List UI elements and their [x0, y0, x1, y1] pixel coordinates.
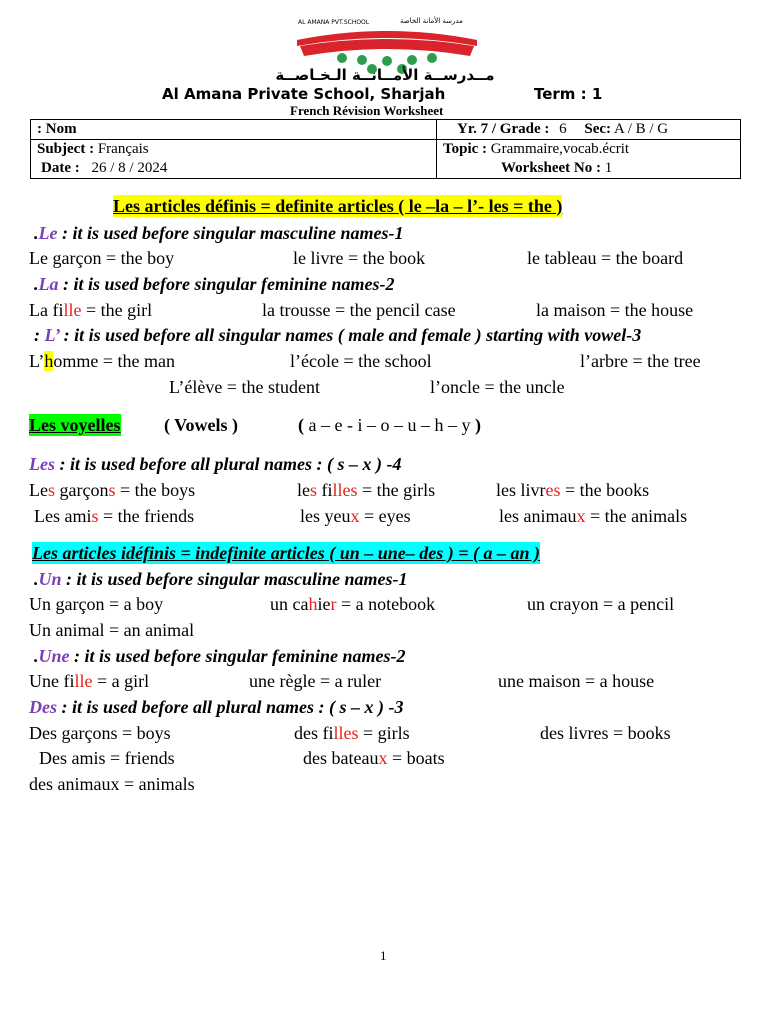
des-ex2-b: lles [333, 723, 359, 743]
sec-value: A / B / G [613, 121, 669, 137]
les-ex2-e: = the girls [357, 480, 436, 500]
topic-label: Topic : [443, 141, 488, 157]
l-num: -3 [626, 325, 642, 345]
les-ex2-a: le [297, 480, 310, 500]
les-word: Les [29, 454, 55, 474]
des-ex2-c: = girls [358, 723, 410, 743]
la-ex1-highlight: lle [63, 300, 82, 320]
vowels-label: ( Vowels ) [164, 415, 239, 435]
logo-text-en: AL AMANA PVT.SCHOOL [298, 19, 370, 26]
les-ex2-d: lles [332, 480, 358, 500]
la-rule-line: .La : it is used before singular feminine names-2 [34, 274, 395, 294]
les-ex2-c: fi [317, 480, 333, 500]
indefinite-title: Les articles idéfinis = indefinite articles ( un – une– des ) = ( a – an ) [32, 543, 540, 563]
grade-cell [437, 120, 741, 140]
l-rule: : it is used before all singular names ( male and female ) starting with vowel [59, 325, 627, 345]
les-rule-line [29, 453, 402, 475]
vowels-close: ) [470, 415, 481, 435]
des-word: Des [29, 697, 57, 717]
vowels-list-line [298, 414, 481, 436]
le-num: -1 [388, 223, 404, 243]
une-ex1-a: Une fi [29, 671, 75, 691]
un-ex2-b: h [308, 594, 318, 614]
subject-value: Français [97, 141, 149, 157]
une-example-3: une maison = a house [498, 671, 655, 691]
les-ex1-a: Le [29, 480, 48, 500]
les-ex1-d: s [108, 480, 116, 500]
l-example-4: L’élève = the student [169, 377, 320, 397]
le-example-1: Le garçon = the boy [29, 248, 175, 268]
un-example-4: Un animal = an animal [29, 620, 195, 640]
les-ex4-c: = the friends [98, 506, 195, 526]
page-number: 1 [380, 948, 387, 963]
vowels-open: ( [298, 415, 309, 435]
les-ex4-b: s [91, 506, 99, 526]
l-example-1 [29, 350, 175, 372]
les-example-4 [34, 505, 194, 527]
une-word: Une [38, 646, 70, 666]
les-ex1-c: garçon [55, 480, 109, 500]
worksheet-no-label: Worksheet No : [501, 160, 601, 176]
les-example-6 [499, 505, 687, 527]
un-ex2-a: un ca [270, 594, 309, 614]
la-example-1 [29, 299, 152, 321]
le-rule-line: .Le : it is used before singular masculine names-1 [34, 223, 404, 243]
des-rule: : it is used before all plural names : ( s – x ) [57, 697, 384, 717]
term: Term : 1 [534, 85, 603, 103]
des-example-5 [303, 747, 445, 769]
l-example-5: l’oncle = the uncle [430, 377, 565, 397]
definite-title: Les articles définis = definite articles ( le –la – l’- les = the ) [113, 196, 563, 216]
une-rule: : it is used before singular feminine names [69, 646, 391, 666]
des-ex2-a: des fi [294, 723, 334, 743]
les-rule: : it is used before all plural names : ( s – x ) [55, 454, 382, 474]
les-example-3 [496, 479, 649, 501]
des-example-3: des livres = books [540, 723, 671, 743]
topic-value: Grammaire,vocab.écrit [490, 141, 630, 157]
la-word: La [38, 274, 59, 294]
les-ex3-a: les livr [496, 480, 546, 500]
les-ex6-c: = the animals [585, 506, 688, 526]
la-ex1-part: La fi [29, 300, 64, 320]
les-num: -4 [382, 454, 402, 474]
des-example-2 [294, 722, 410, 744]
l-ex1-rest: omme = the man [53, 351, 175, 371]
un-rule: : it is used before singular masculine names [61, 569, 393, 589]
l-rule-line: : L’ : it is used before all singular names ( male and female ) starting with vowel-3 [34, 325, 642, 345]
des-num: -3 [384, 697, 404, 717]
un-example-1: Un garçon = a boy [29, 594, 164, 614]
des-example-4: Des amis = friends [39, 748, 175, 768]
une-example-2: une règle = a ruler [249, 671, 382, 691]
un-word: Un [38, 569, 62, 589]
info-table [30, 119, 741, 179]
des-ex5-a: des bateau [303, 748, 379, 768]
les-example-1 [29, 479, 195, 501]
les-example-5 [300, 505, 411, 527]
date-value: 26 / 8 / 2024 [91, 160, 168, 176]
la-example-3: la maison = the house [536, 300, 694, 320]
le-word: Le [38, 223, 58, 243]
arabic-school-name: مــدرســة الأمــانــة الـخـاصــة [275, 66, 495, 84]
le-example-2: le livre = the book [293, 248, 426, 268]
l-word: L’ [44, 325, 60, 345]
une-ex1-b: lle [74, 671, 93, 691]
un-example-2 [270, 593, 435, 615]
grade-label: Yr. 7 / Grade : [457, 121, 550, 137]
des-rule-line [29, 696, 404, 718]
la-example-2: la trousse = the pencil case [262, 300, 456, 320]
les-ex6-b: x [576, 506, 586, 526]
des-ex5-b: x [378, 748, 388, 768]
les-ex2-b: s [310, 480, 318, 500]
school-name: Al Amana Private School, Sharjah [162, 85, 446, 103]
les-ex5-c: = eyes [359, 506, 411, 526]
un-ex2-c: ie [317, 594, 331, 614]
date-label: Date : [41, 160, 80, 176]
vowels-title: Les voyelles [29, 415, 121, 435]
worksheet-title: French Révision Worksheet [290, 103, 444, 118]
un-num: -1 [392, 569, 408, 589]
name-label: : Nom [37, 121, 77, 137]
le-rule: : it is used before singular masculine names [57, 223, 389, 243]
le-example-3: le tableau = the board [527, 248, 684, 268]
l-ex1-part: L’ [29, 351, 45, 371]
logo-text-ar: مدرسة الأمانة الخاصة [400, 17, 463, 25]
les-ex5-b: x [350, 506, 360, 526]
les-ex3-b: es [545, 480, 561, 500]
topic-cell [437, 140, 741, 179]
l-example-3: l’arbre = the tree [580, 351, 701, 371]
grade-value: 6 [559, 121, 567, 137]
les-ex1-b: s [47, 480, 55, 500]
subject-date-cell [31, 140, 437, 179]
subject-label: Subject : [37, 141, 95, 157]
une-example-1 [29, 670, 149, 692]
les-ex3-c: = the books [560, 480, 650, 500]
une-num: -2 [390, 646, 406, 666]
des-ex5-c: = boats [387, 748, 445, 768]
name-cell [31, 120, 437, 140]
les-ex1-e: = the boys [115, 480, 196, 500]
une-rule-line: .Une : it is used before singular feminine names-2 [34, 646, 406, 666]
les-example-2 [297, 479, 435, 501]
des-example-1: Des garçons = boys [29, 723, 171, 743]
worksheet-no-value: 1 [604, 160, 613, 176]
la-ex1-rest: = the girl [81, 300, 153, 320]
la-num: -2 [379, 274, 395, 294]
des-example-6: des animaux = animals [29, 774, 195, 794]
un-ex2-d: r [330, 594, 337, 614]
les-ex5-a: les yeu [300, 506, 351, 526]
vowels-list: a – e - i – o – u – h – y [308, 415, 471, 435]
l-ex1-highlight: h [44, 351, 54, 371]
un-rule-line: .Un : it is used before singular masculine names-1 [34, 569, 408, 589]
un-example-3: un crayon = a pencil [527, 594, 675, 614]
les-ex4-a: Les ami [34, 506, 92, 526]
une-ex1-c: = a girl [92, 671, 150, 691]
la-rule: : it is used before singular feminine names [58, 274, 380, 294]
un-ex2-e: = a notebook [336, 594, 436, 614]
les-ex6-a: les animau [499, 506, 577, 526]
l-example-2: l’école = the school [290, 351, 432, 371]
sec-label: Sec: [584, 121, 612, 137]
